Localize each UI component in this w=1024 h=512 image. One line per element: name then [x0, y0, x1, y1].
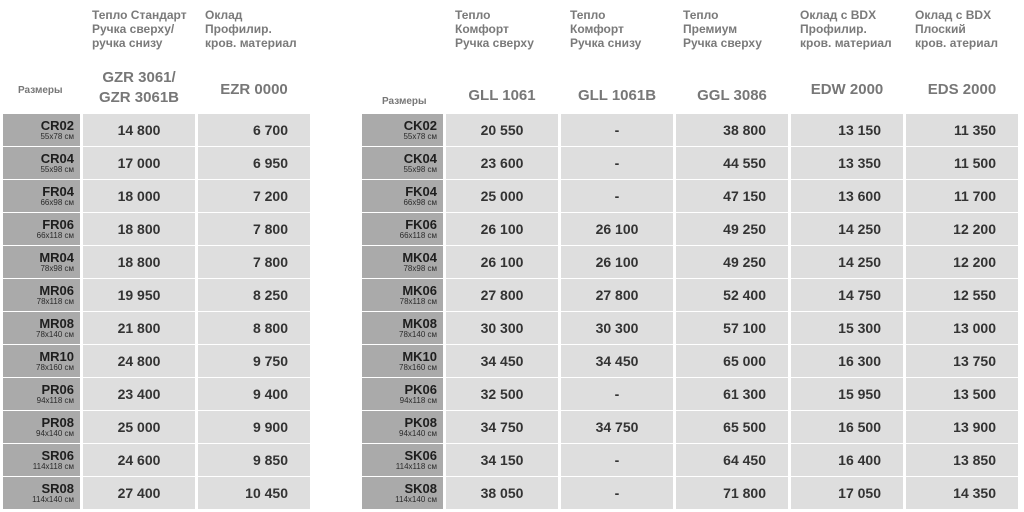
size-dimensions: 55x98 см [403, 165, 437, 174]
price-cell: 30 300 [446, 312, 558, 344]
header-line: Оклад [205, 8, 243, 22]
right-col-5-model [906, 80, 1018, 100]
left-col-2-model [198, 80, 310, 100]
header-line: Плоский [915, 22, 966, 36]
price-cell: 14 250 [791, 246, 903, 278]
header-line: Тепло Стандарт [92, 8, 187, 22]
size-code: MR10 [39, 349, 74, 364]
size-code-cell [362, 444, 443, 476]
size-dimensions: 94x118 см [399, 396, 437, 405]
price-cell: 9 400 [198, 378, 310, 410]
price-cell: 27 800 [446, 279, 558, 311]
left-col-1-header [92, 8, 187, 50]
size-code: PR08 [41, 415, 74, 430]
table-row [362, 345, 1018, 377]
price-cell: 57 100 [676, 312, 788, 344]
price-cell: 12 200 [906, 213, 1018, 245]
right-col-1-header [455, 8, 534, 50]
price-cell: 44 550 [676, 147, 788, 179]
size-code-cell [3, 114, 80, 146]
size-code: PR06 [41, 382, 74, 397]
price-cell: 18 800 [83, 213, 195, 245]
price-cell: 20 550 [446, 114, 558, 146]
size-code: CK02 [403, 118, 437, 133]
price-cell: - [561, 444, 673, 476]
table-row [3, 147, 310, 179]
table-row [362, 411, 1018, 443]
table-row [362, 114, 1018, 146]
price-cell: 49 250 [676, 213, 788, 245]
price-cell: 15 950 [791, 378, 903, 410]
table-row [362, 378, 1018, 410]
price-cell: 16 300 [791, 345, 903, 377]
price-cell: 8 250 [198, 279, 310, 311]
price-cell: - [561, 378, 673, 410]
table-row [362, 312, 1018, 344]
header-line: Комфорт [455, 22, 509, 36]
size-dimensions: 114x140 см [395, 495, 437, 504]
price-cell: 6 700 [198, 114, 310, 146]
price-cell: 26 100 [561, 246, 673, 278]
size-code-cell [3, 279, 80, 311]
price-cell: 64 450 [676, 444, 788, 476]
size-code: FK06 [405, 217, 437, 232]
price-cell: 30 300 [561, 312, 673, 344]
size-dimensions: 78x118 см [36, 297, 74, 306]
size-code: MR08 [39, 316, 74, 331]
price-cell: 34 450 [446, 345, 558, 377]
header-line: Ручка сверху [455, 36, 534, 50]
size-code: MK06 [402, 283, 437, 298]
size-dimensions: 66x98 см [403, 198, 437, 207]
size-code-cell [362, 114, 443, 146]
price-cell: 24 800 [83, 345, 195, 377]
price-cell: 61 300 [676, 378, 788, 410]
header-line: Профилир. [205, 22, 272, 36]
header-line: кров. материал [800, 36, 892, 50]
price-cell: 10 450 [198, 477, 310, 509]
price-cell: 9 900 [198, 411, 310, 443]
price-cell: 32 500 [446, 378, 558, 410]
table-row [362, 147, 1018, 179]
price-cell: 8 800 [198, 312, 310, 344]
price-cell: 34 750 [446, 411, 558, 443]
size-code-cell [362, 312, 443, 344]
price-cell: - [561, 180, 673, 212]
header-line: Ручка снизу [570, 36, 642, 50]
price-cell: 16 500 [791, 411, 903, 443]
model-line: GLL 1061B [577, 87, 657, 104]
price-cell: - [561, 147, 673, 179]
price-cell: 11 700 [906, 180, 1018, 212]
price-cell: 38 050 [446, 477, 558, 509]
size-code: CR02 [40, 118, 74, 133]
price-cell: 49 250 [676, 246, 788, 278]
size-code-cell [3, 444, 80, 476]
header-line: кров. атериал [915, 36, 998, 50]
table-row [3, 246, 310, 278]
table-row [3, 411, 310, 443]
size-code: MK08 [402, 316, 437, 331]
size-code: FK04 [405, 184, 437, 199]
price-cell: 65 500 [676, 411, 788, 443]
header-line: Премиум [683, 22, 738, 36]
table-row [362, 180, 1018, 212]
size-dimensions: 94x140 см [36, 429, 74, 438]
size-code-cell [3, 213, 80, 245]
price-cell: 9 850 [198, 444, 310, 476]
price-cell: 13 850 [906, 444, 1018, 476]
price-cell: 27 800 [561, 279, 673, 311]
size-code: PK08 [404, 415, 437, 430]
header-line: Тепло [683, 8, 719, 22]
size-dimensions: 78x98 см [40, 264, 74, 273]
model-line: EZR 0000 [220, 81, 288, 98]
price-cell: 23 600 [446, 147, 558, 179]
price-cell: 17 050 [791, 477, 903, 509]
header-line: Профилир. [800, 22, 867, 36]
model-line: GZR 3061/ [102, 69, 176, 86]
size-code-cell [362, 180, 443, 212]
size-code-cell [362, 279, 443, 311]
price-cell: 12 550 [906, 279, 1018, 311]
left-col-2-header [205, 8, 297, 50]
size-code-cell [3, 147, 80, 179]
table-row [3, 345, 310, 377]
size-code: SK08 [404, 481, 437, 496]
price-cell: 21 800 [83, 312, 195, 344]
table-row [362, 477, 1018, 509]
right-price-table [362, 114, 1021, 508]
size-dimensions: 55x78 см [403, 132, 437, 141]
table-row [362, 444, 1018, 476]
price-cell: 25 000 [83, 411, 195, 443]
price-cell: 17 000 [83, 147, 195, 179]
right-col-2-model [561, 86, 673, 106]
price-cell: 12 200 [906, 246, 1018, 278]
header-line: ручка снизу [92, 36, 163, 50]
size-code-cell [3, 345, 80, 377]
size-code-cell [3, 411, 80, 443]
price-cell: 65 000 [676, 345, 788, 377]
right-col-4-model [791, 80, 903, 100]
right-col-4-header [800, 8, 892, 50]
price-cell: 14 800 [83, 114, 195, 146]
size-dimensions: 78x98 см [403, 264, 437, 273]
size-dimensions: 114x118 см [395, 462, 437, 471]
size-code-cell [362, 213, 443, 245]
price-cell: 13 000 [906, 312, 1018, 344]
size-dimensions: 55x78 см [40, 132, 74, 141]
header-line: Ручка сверху [683, 36, 762, 50]
size-code: MR06 [39, 283, 74, 298]
model-line: GLL 1061 [468, 87, 536, 104]
price-cell: - [561, 114, 673, 146]
size-code: SR06 [41, 448, 74, 463]
right-col-5-header [915, 8, 998, 50]
price-cell: 25 000 [446, 180, 558, 212]
table-row [3, 444, 310, 476]
header-line: Комфорт [570, 22, 624, 36]
price-cell: 11 500 [906, 147, 1018, 179]
price-cell: 13 900 [906, 411, 1018, 443]
size-code-cell [362, 345, 443, 377]
price-cell: 47 150 [676, 180, 788, 212]
size-dimensions: 78x140 см [399, 330, 437, 339]
size-code: MK10 [402, 349, 437, 364]
size-code-cell [362, 477, 443, 509]
right-size-label: Размеры [382, 96, 427, 107]
header-line: Ручка сверху/ [92, 22, 175, 36]
table-row [3, 477, 310, 509]
size-dimensions: 94x118 см [36, 396, 74, 405]
size-code: MK04 [402, 250, 437, 265]
table-row [3, 114, 310, 146]
price-cell: 38 800 [676, 114, 788, 146]
left-size-label: Размеры [18, 85, 63, 96]
size-code-cell [362, 411, 443, 443]
size-code: CK04 [403, 151, 437, 166]
model-line: EDW 2000 [810, 81, 884, 98]
size-dimensions: 78x118 см [399, 297, 437, 306]
size-dimensions: 66x98 см [40, 198, 74, 207]
price-cell: 7 800 [198, 213, 310, 245]
table-row [362, 213, 1018, 245]
size-dimensions: 114x140 см [32, 495, 74, 504]
price-cell: 7 200 [198, 180, 310, 212]
size-code: FR06 [42, 217, 74, 232]
size-code: CR04 [40, 151, 74, 166]
price-cell: 71 800 [676, 477, 788, 509]
size-dimensions: 66x118 см [399, 231, 437, 240]
right-col-3-model [676, 86, 788, 106]
price-cell: 13 600 [791, 180, 903, 212]
price-cell: 9 750 [198, 345, 310, 377]
price-cell: 52 400 [676, 279, 788, 311]
size-code-cell [3, 312, 80, 344]
left-price-table [3, 114, 313, 508]
price-cell: 26 100 [561, 213, 673, 245]
size-dimensions: 78x160 см [36, 363, 74, 372]
size-code-cell [3, 246, 80, 278]
price-cell: 14 250 [791, 213, 903, 245]
right-col-1-model [446, 86, 558, 106]
price-cell: 24 600 [83, 444, 195, 476]
price-cell: 16 400 [791, 444, 903, 476]
table-row [3, 279, 310, 311]
price-cell: 34 450 [561, 345, 673, 377]
header-line: Оклад с BDX [800, 8, 877, 22]
price-cell: 26 100 [446, 246, 558, 278]
size-code-cell [3, 180, 80, 212]
price-cell: 14 350 [906, 477, 1018, 509]
price-cell: 18 000 [83, 180, 195, 212]
model-line: GZR 3061B [98, 89, 180, 106]
size-dimensions: 78x140 см [36, 330, 74, 339]
size-dimensions: 66x118 см [36, 231, 74, 240]
size-dimensions: 55x98 см [40, 165, 74, 174]
size-code-cell [362, 147, 443, 179]
size-dimensions: 114x118 см [32, 462, 74, 471]
price-cell: 26 100 [446, 213, 558, 245]
price-cell: 13 150 [791, 114, 903, 146]
price-cell: 6 950 [198, 147, 310, 179]
model-line: GGL 3086 [697, 87, 767, 104]
price-cell: 11 350 [906, 114, 1018, 146]
table-row [3, 180, 310, 212]
size-code: MR04 [39, 250, 74, 265]
price-cell: 15 300 [791, 312, 903, 344]
table-row [3, 312, 310, 344]
size-code-cell [362, 246, 443, 278]
price-cell: 27 400 [83, 477, 195, 509]
header-line: Тепло [455, 8, 491, 22]
right-col-2-header [570, 8, 641, 50]
size-dimensions: 78x160 см [399, 363, 437, 372]
size-code: FR04 [42, 184, 74, 199]
price-cell: 14 750 [791, 279, 903, 311]
size-dimensions: 94x140 см [399, 429, 437, 438]
price-cell: 13 500 [906, 378, 1018, 410]
size-code-cell [3, 477, 80, 509]
right-col-3-header [683, 8, 762, 50]
price-cell: 13 350 [791, 147, 903, 179]
table-row [3, 213, 310, 245]
price-cell: - [561, 477, 673, 509]
price-cell: 19 950 [83, 279, 195, 311]
price-cell: 13 750 [906, 345, 1018, 377]
header-line: Оклад с BDX [915, 8, 992, 22]
price-cell: 7 800 [198, 246, 310, 278]
price-cell: 34 150 [446, 444, 558, 476]
table-row [362, 279, 1018, 311]
size-code-cell [3, 378, 80, 410]
header-line: кров. материал [205, 36, 297, 50]
model-line: EDS 2000 [927, 81, 997, 98]
header-line: Тепло [570, 8, 606, 22]
price-cell: 18 800 [83, 246, 195, 278]
price-cell: 23 400 [83, 378, 195, 410]
price-cell: 34 750 [561, 411, 673, 443]
size-code-cell [362, 378, 443, 410]
size-code: PK06 [404, 382, 437, 397]
size-code: SR08 [41, 481, 74, 496]
table-row [362, 246, 1018, 278]
left-col-1-model [83, 68, 195, 108]
size-code: SK06 [404, 448, 437, 463]
table-row [3, 378, 310, 410]
